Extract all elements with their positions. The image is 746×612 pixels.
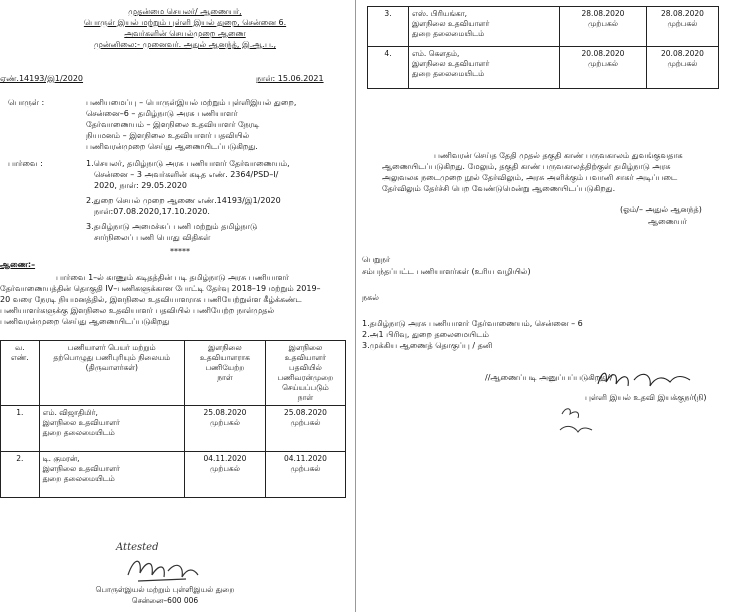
page-divider — [355, 0, 356, 612]
header-text: இளநிலை — [288, 343, 323, 352]
table-row — [1, 406, 346, 452]
table-row — [368, 7, 719, 47]
staff-table — [0, 340, 346, 498]
reference-line: 2020, நாள்: 29.05.2020 — [94, 181, 188, 190]
cell-line: இளநிலை உதவியாளர் — [412, 19, 490, 28]
cell-line: 28.08.2020 — [581, 9, 625, 18]
cell-line: முற்பகல் — [290, 418, 321, 427]
header-block — [20, 6, 350, 50]
cell-line: துறை தலைமையிடம் — [412, 69, 485, 78]
cell-line: துறை தலைமையிடம் — [412, 29, 485, 38]
attestation-signature-icon — [124, 553, 204, 585]
header-text: செய்யப்படும் — [282, 383, 329, 392]
subject-label: பொருள் : — [8, 98, 45, 107]
subject-line: தேர்வாணையம் – இளநிலை உதவியாளர் நேரடி — [86, 120, 260, 129]
cell-line: துறை தலைமையிடம் — [42, 474, 115, 483]
cell-line: முற்பகல் — [667, 19, 698, 28]
copy-item: 1.தமிழ்நாடு அரசு பணியாளர் தேர்வாணையம், சென்னை – 6 — [362, 319, 583, 328]
cell-line: முற்பகல் — [587, 59, 619, 68]
cell-line: எஸ். பிரியங்கா, — [412, 9, 468, 18]
regularisation-date-cell — [265, 452, 345, 498]
subject-line: சென்னை–6 – தமிழ்நாடு அரசு பணியாளர் — [86, 109, 238, 118]
order-label: ஆணை:– — [0, 260, 36, 269]
cell-line: முற்பகல் — [209, 464, 240, 473]
recipient-label: பெறுநர் — [362, 255, 391, 264]
regularisation-date-cell — [647, 47, 719, 89]
cell-line: முற்பகல் — [667, 59, 698, 68]
regularisation-date-cell — [265, 406, 345, 452]
subject-line: நியமனம் – இளநிலை உதவியாளர் பதவியில் — [86, 131, 250, 140]
attested-stamp: Attested — [116, 542, 159, 553]
order-date: நாள்: 15.06.2021 — [256, 74, 324, 83]
header-text: எண். — [10, 353, 29, 362]
reference-label: பார்வை : — [8, 159, 43, 168]
cell-line: இளநிலை உதவியாளர் — [42, 464, 120, 473]
name-cell — [39, 452, 184, 498]
header-line-4: முன்னிலை:- முனைவர். அதுல் ஆனந்த், இ.ஆ.ப., — [93, 40, 277, 49]
serial-cell: 4. — [368, 47, 409, 89]
header-text: தற்பொழுது பணிபுரியும் நிலையம் — [53, 353, 171, 362]
cell-line: முற்பகல் — [587, 19, 619, 28]
order-line: 20 வரை நேரடி நியமனத்தில், இளநிலை உதவியாளராக பணியேற்றுள்ள கீழ்க்கண்ட — [0, 295, 302, 304]
cell-line: 20.08.2020 — [661, 49, 704, 58]
reference-line: சார்நிலைப் பணி பொது விதிகள் — [94, 233, 211, 242]
recipient-line: சம்பந்தப்பட்ட பணியாளர்கள் (உரிய வழியில்) — [362, 267, 531, 276]
subject-line: பணிவரன்முறை செய்து ஆணையிடப்படுகிறது. — [86, 142, 258, 151]
name-cell — [39, 406, 184, 452]
staff-table-continued — [367, 6, 719, 89]
reference-line: 3.தமிழ்நாடு அமைச்சுப் பணி மற்றும் தமிழ்நாடு — [86, 222, 258, 231]
cell-line: துறை தலைமையிடம் — [42, 428, 115, 437]
reference-text — [86, 158, 348, 243]
header-text: பணிவரன்முறை — [277, 373, 334, 382]
copy-label: நகல் — [362, 293, 379, 302]
header-line-3: அவர்களின் செயல்முறை ஆணை — [124, 29, 246, 38]
serial-cell: 1. — [1, 406, 40, 452]
join-date-cell — [184, 406, 265, 452]
cell-line: 25.08.2020 — [283, 408, 327, 417]
order-line: பணிவரன்முறை செய்து ஆணையிடப்படுகிறது — [0, 317, 170, 326]
signer-title: ஆணையர் — [648, 217, 687, 226]
order-line: தேர்வாணையத்தின் தொகுதி IV–பணிகளுக்கான போட்டி தேர்வு 2018–19 மற்றும் 2019– — [0, 284, 321, 293]
reference-line: நாள்:07.08.2020,17.10.2020. — [94, 207, 210, 216]
header-text: உதவியாளர் — [284, 353, 327, 362]
header-text: வ. — [15, 343, 25, 352]
header-text: இளநிலை — [208, 343, 242, 352]
cell-line: 25.08.2020 — [203, 408, 247, 417]
header-line-1: முதன்மை செயலர்/ ஆணையர், — [128, 7, 242, 16]
join-date-cell — [184, 452, 265, 498]
join-date-cell — [560, 7, 647, 47]
paragraph-line: ஆணையிடப்படுகிறது. மேலும், தகுதி காண் பருவகாலத்திற்குள் தமிழ்நாடு அரசு — [382, 162, 671, 171]
cell-line: இளநிலை உதவியாளர் — [42, 418, 120, 427]
paragraph-line: பணிவரன் செய்த தேதி முதல் தகுதி காண் பருவகாலம் துவங்குவதாக — [434, 151, 683, 160]
signed-by: (ஓம்/– அதுல் ஆனந்த்) — [620, 205, 702, 214]
cell-line: எம். கௌதம், — [412, 49, 460, 58]
stars-separator: ***** — [170, 247, 190, 256]
subject-line: பணியமைப்பு – பொருள்இயல் மற்றும் புள்ளிஇயல் துறை, — [86, 98, 297, 107]
cell-line: இளநிலை உதவியாளர் — [412, 59, 490, 68]
forwarded-note: //ஆணைப்படி அனுப்பப்படுகிறது// — [485, 373, 613, 382]
copy-list — [362, 318, 583, 351]
reference-line: 2.துறை செயல் முறை ஆணை எண்.14193/இ1/2020 — [86, 196, 281, 205]
cell-line: முற்பகல் — [290, 464, 321, 473]
paragraph-line: அலுவலக நடைமுறை நூல் தேர்விலும், அரசு அளிக்கும் பவானி சாகர் அடிப்படை — [382, 173, 678, 182]
order-line: பார்வை 1–ல் காணும் கடிதத்தின் படி தமிழ்நாடு அரசு பணியாளர் — [56, 273, 290, 282]
serial-cell: 2. — [1, 452, 40, 498]
attestation-city: சென்னை–600 006 — [131, 596, 199, 605]
order-paragraph — [0, 272, 352, 327]
reference-line: 1.செயலர், தமிழ்நாடு அரசு பணியாளர் தேர்வாணையம், — [86, 159, 290, 168]
paragraph-line: தேர்விலும் தேர்ச்சி பெற வேண்டுமென்று ஆணையிடப்படுகிறது. — [382, 184, 616, 193]
cell-line: எம். விஜாதிமிர், — [42, 408, 98, 417]
reference-line: சென்னை – 3 அவர்களின் கடித எண். 2364/PSD–I/ — [94, 170, 279, 179]
header-text: உதவியாளராக — [199, 353, 250, 362]
cell-line: 04.11.2020 — [203, 454, 247, 463]
officer-title: புள்ளி இயல் உதவி இயக்குநர்(நி) — [585, 393, 707, 402]
officer-signature-icon — [594, 364, 694, 394]
header-text: (திருவாளர்கள்) — [85, 363, 138, 372]
table-header-row — [1, 341, 346, 406]
column-header-regularisation-date — [265, 341, 345, 406]
copy-item: 2.அ1 பிரிவு, துறை தலைமையிடம் — [362, 330, 489, 339]
header-text: நாள் — [297, 393, 314, 402]
probation-paragraph — [382, 150, 732, 194]
cell-line: 28.08.2020 — [661, 9, 704, 18]
attestation-dept: பொருள்இயல் மற்றும் புள்ளிஇயல் துறை — [95, 585, 235, 594]
header-line-2: பொருள் இயல் மற்றும் புள்ளி இயல் துறை, சென்னை 6. — [83, 18, 287, 27]
table-row — [368, 47, 719, 89]
cell-line: முற்பகல் — [209, 418, 240, 427]
cell-line: டி. குமரன், — [42, 454, 80, 463]
regularisation-date-cell — [647, 7, 719, 47]
header-text: பணியேற்ற — [205, 363, 245, 372]
order-line: பணியாளர்களுக்கு இளநிலை உதவியாளர் பதவியில் பணியேற்ற நாள்முதல் — [0, 306, 275, 315]
name-cell — [409, 47, 560, 89]
column-header-serial — [1, 341, 40, 406]
serial-cell: 3. — [368, 7, 409, 47]
header-text: நாள் — [217, 373, 233, 382]
reference-number: ஏண்.14193/இ1/2020 — [0, 74, 84, 83]
copy-item: 3.முக்கிய ஆணைத் தொகுப்பு / தனி — [362, 341, 493, 350]
table-row — [1, 452, 346, 498]
initial-scribble-icon — [556, 404, 596, 440]
cell-line: 04.11.2020 — [283, 454, 327, 463]
header-text: பணியாளர் பெயர் மற்றும் — [67, 343, 156, 352]
cell-line: 20.08.2020 — [581, 49, 625, 58]
name-cell — [409, 7, 560, 47]
column-header-name — [39, 341, 184, 406]
subject-text — [86, 97, 348, 152]
column-header-join-date — [184, 341, 265, 406]
join-date-cell — [560, 47, 647, 89]
header-text: பதவியில் — [288, 363, 322, 372]
